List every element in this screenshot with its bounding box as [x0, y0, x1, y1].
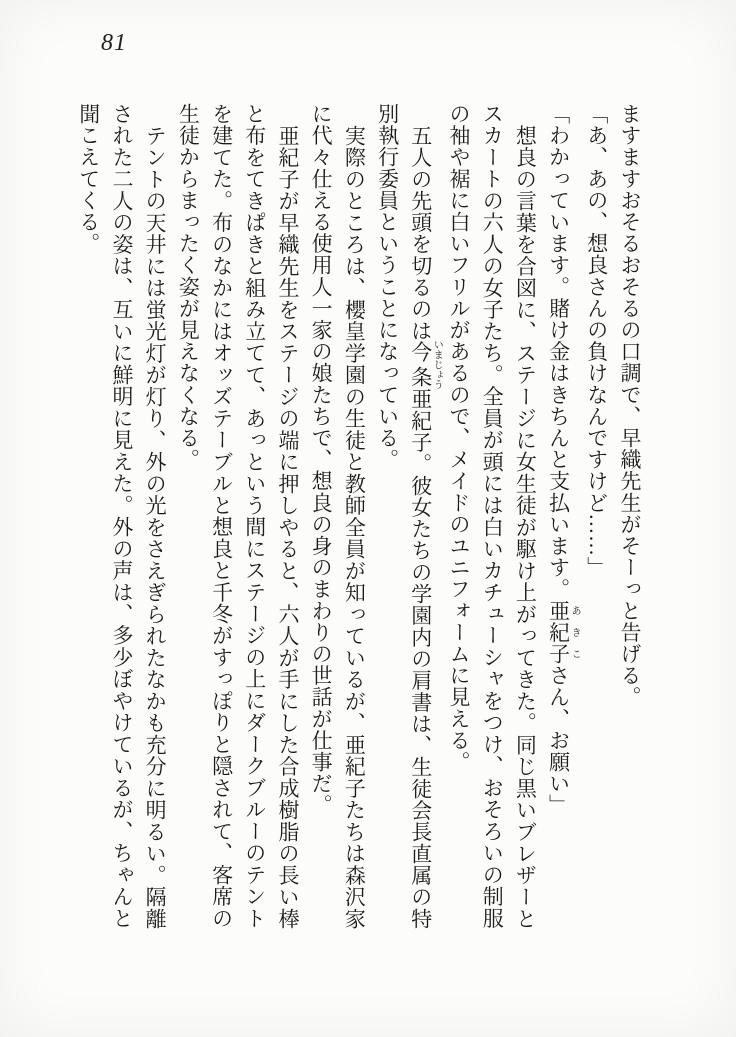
paragraph: 亜紀子が早織先生をステージの端に押しやると、六人が手にした合成樹脂の長い棒と布をてきぱきと組み立てて、あっという間にステージの上にダークブルーのテントを建てた。布のなかにはオッズテーブルと想良と千冬がすっぽりと隠されて、客席の生徒からまったく姿が見えなくなる。 [176, 103, 300, 929]
paragraph: 実際のところは、櫻皇学園の生徒と教師全員が知っているが、亜紀子たちは森沢家に代々仕える使用人一家の娘たちで、想良の身のまわりの世話が仕事だ。 [309, 103, 367, 929]
paragraph: 「あ、あの、想良さんの負けなんですけど……」 [584, 103, 609, 579]
paragraph: 五人の先頭を切るのは今条いまじょう亜紀子。彼女たちの学園内の肩書は、生徒会長直属の特別執行委員ということになっている。 [375, 103, 443, 929]
vertical-text-block [78, 103, 646, 929]
furigana-reading: いまじょう [431, 339, 443, 390]
furigana-term: 亜紀子あきこ [546, 599, 581, 665]
paragraph: 「わかっています。賭け金はきちんと支払います。亜紀子あきこさん、お願い」 [546, 103, 581, 816]
furigana-term: 今条いまじょう [408, 339, 443, 390]
paragraph: テントの天井には蛍光灯が灯り、外の光をさえぎられたなかも充分に明るい。隔離された二人の姿は、互いに鮮明に見えた。外の声は、多少ぼやけているが、ちゃんと聞こえてくる。 [76, 103, 168, 929]
paragraph: ますますおそるおそるの口調で、早織先生がそーっと告げる。 [618, 103, 642, 708]
page-number: 81 [101, 30, 127, 56]
furigana-reading: あきこ [569, 599, 581, 665]
paragraph: 想良の言葉を合図に、ステージに女生徒が駆け上がってきた。同じ黒いブレザーとスカートの六人の女子たち。全員が頭には白いカチューシャをつけ、おそろいの制服の袖や裾に白いフリルがあるので、メイドのユニフォームに見える。 [446, 103, 538, 929]
